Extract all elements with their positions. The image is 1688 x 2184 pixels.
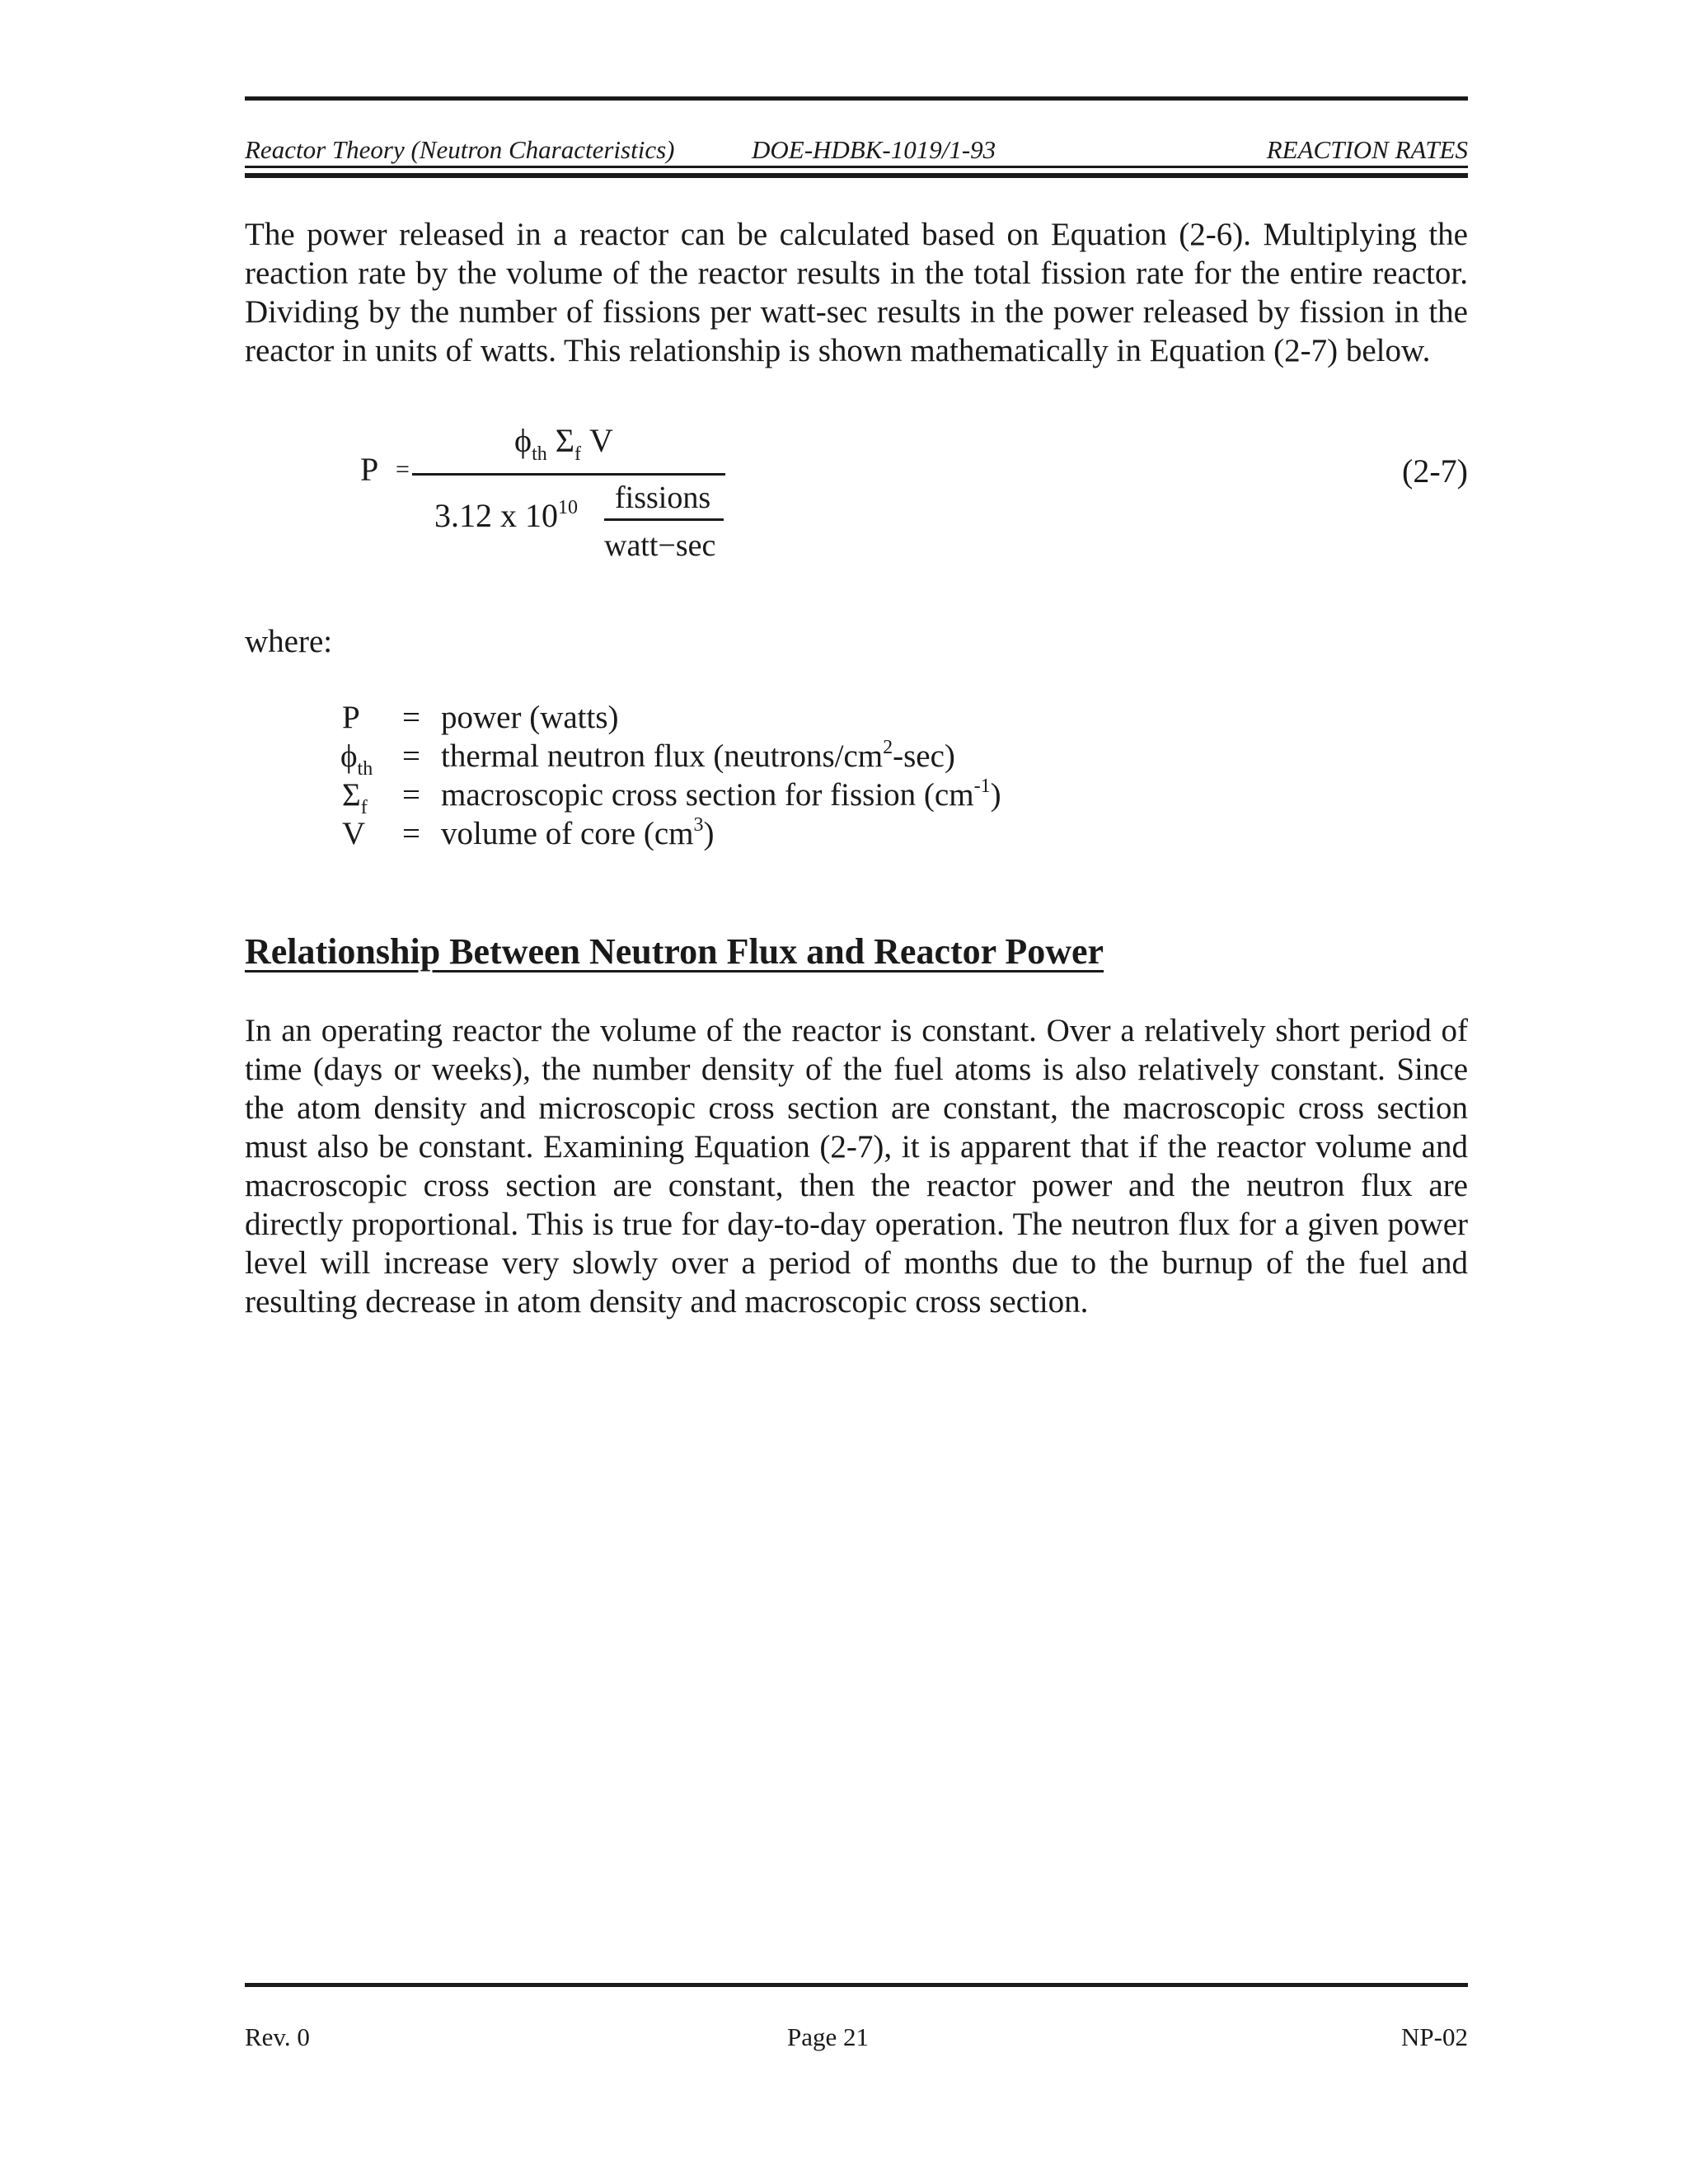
footer-page-number: Page 21 [787,2022,870,2051]
inner-fraction-bar [604,518,724,521]
footer-module-id: NP-02 [1401,2022,1468,2051]
body-paragraph: In an operating reactor the volume of the reactor is constant. Over a relatively short period of time (days or weeks), the number density of the fuel atoms is also relatively constant. Since the atom density and microscopic cross section are constant, the macroscopic cross section must also be constant. Examining Equation (2-7), it is apparent that if the reactor volume and macroscopic cross section are constant, then the reactor power and the neutron flux are directly proportional. This is true for day-to-day operation. The neutron flux for a given power level will increase very slowly over a period of months due to the burnup of the fuel and resulting decrease in atom density and macroscopic cross section. [245,1013,1468,1319]
definition-symbol: $\Sigma_f$ [342,777,368,818]
phi-symbol: ϕ [514,422,532,459]
where-label: where: [245,624,333,659]
footer-rule [245,1983,1468,1987]
definition-equals: = [402,738,420,774]
inner-denominator: watt−sec [604,528,716,563]
inner-numerator: fissions [615,480,711,515]
definition-text: thermal neutron flux $(neutrons/cm^2-\sec)$ [441,737,955,774]
definition-equals: = [402,777,420,813]
footer-revision: Rev. 0 [245,2022,310,2051]
definition-text: macroscopic cross section for fission $(cm^{-1})$ [441,776,1001,813]
equation-number: (2-7) [1402,452,1468,490]
volume-symbol: V [589,422,613,459]
definition-symbol: V [342,816,366,851]
header-left-title: Reactor Theory (Neutron Characteristics) [245,135,675,164]
sigma-symbol: Σ [555,422,575,459]
equation-constant [434,496,578,541]
definition-text: volume of core $(cm^3)$ [441,814,715,851]
definition-symbol: $\phi_{th}$ [340,738,373,780]
phi-subscript: th [532,443,547,465]
equation-numerator [514,421,613,466]
intro-paragraph: The power released in a reactor can be calculated based on Equation (2-6). Multiplying the reaction rate by the volume of the reactor results in the total fission rate for the entire reactor. Dividing by the number of fissions per watt-sec results in the power released by fission in the reactor in units of watts. This relationship is shown mathematically in Equation (2-7) below. [245,217,1468,368]
constant-exponent: 10 [558,497,578,518]
constant-mantissa: 3.12 x 10 [434,497,558,534]
header-rule-thin [245,166,1468,168]
definition-equals: = [402,700,420,735]
header-document-id: DOE-HDBK-1019/1-93 [752,135,996,164]
sigma-subscript: f [574,443,582,465]
header-top-rule [245,96,1468,101]
header-right-title: REACTION RATES [1266,135,1468,164]
main-fraction-bar [412,473,725,476]
section-heading: Relationship Between Neutron Flux and Reactor Power [245,931,1104,972]
definition-equals: = [402,816,420,851]
equation-equals: = [396,456,410,483]
definition-text: power (watts) [441,700,619,735]
equation-lhs: P [360,451,379,488]
header-rule-thick [245,173,1468,178]
definition-symbol: P [342,700,360,735]
